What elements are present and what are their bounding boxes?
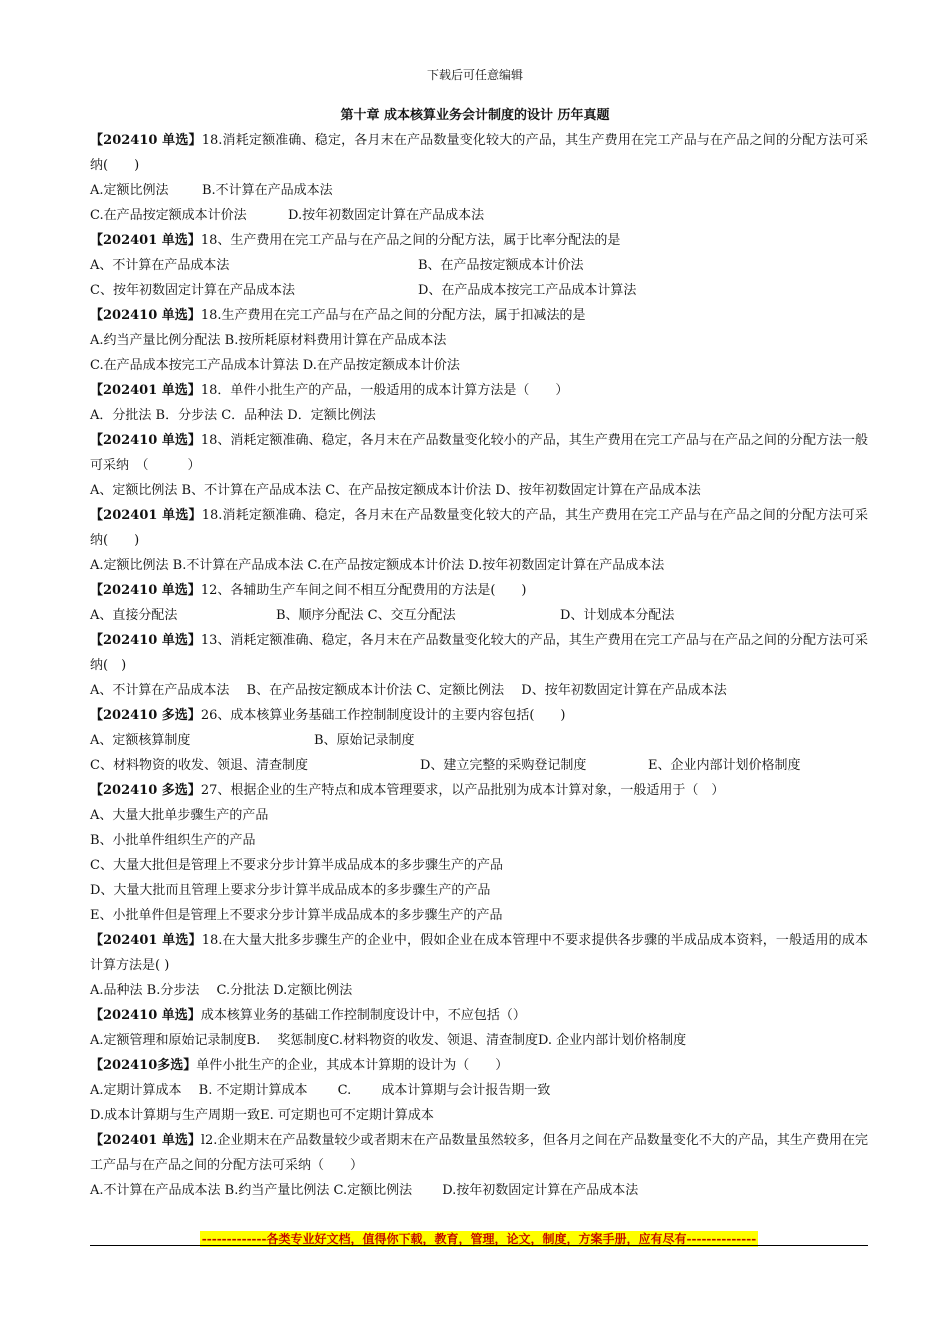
option-row: A、定额比例法 B、不计算在产品成本法 C、在产品按定额成本计价法 D、按年初数固定计算在产品成本法 [90, 483, 701, 498]
question-tag: 【202410 单选】 [90, 633, 201, 648]
option: D.按年初数固定计算在产品成本法 [288, 208, 485, 223]
question-tag: 【202401 单选】 [90, 508, 202, 523]
question-text: 18、生产费用在完工产品与在产品之间的分配方法，属于比率分配法的是 [200, 233, 621, 248]
option: E、企业内部计划价格制度 [648, 758, 801, 773]
question-text: 12、各辅助生产车间之间不相互分配费用的方法是( ) [200, 583, 527, 598]
question-text: 18.在大量大批多步骤生产的企业中，假如企业在成本管理中不要求提供各步骤的半成品成本资料，一般适用的成本计算方法是( ) [90, 933, 868, 973]
question-stem [90, 128, 868, 178]
option-row: A.约当产量比例分配法 B.按所耗原材料费用计算在产品成本法 [90, 333, 447, 348]
question-tag: 【202410 多选】 [90, 783, 201, 798]
option: A、定额核算制度 [90, 733, 191, 748]
question-stem [90, 1003, 868, 1028]
option-row [90, 253, 868, 278]
page-header: 下载后可任意编辑 [426, 68, 523, 82]
question-list [90, 128, 868, 1203]
question-text: 26、成本核算业务基础工作控制制度设计的主要内容包括( ) [200, 708, 566, 723]
option-row: D、大量大批而且管理上要求分步计算半成品成本的多步骤生产的产品 [90, 883, 491, 898]
option-row: A、大量大批单步骤生产的产品 [90, 808, 269, 823]
question-stem [90, 928, 868, 978]
question-text: 18.消耗定额准确、稳定，各月末在产品数量变化较大的产品，其生产费用在完工产品与在产品之间的分配方法可采纳( ) [90, 133, 868, 173]
question-stem [90, 1053, 868, 1078]
option: B、在产品按定额成本计价法 [418, 258, 584, 273]
option-row [90, 603, 868, 628]
question-stem [90, 228, 868, 253]
question-stem [90, 303, 868, 328]
question-tag: 【202410多选】 [90, 1058, 197, 1073]
option: A、直接分配法 [90, 608, 178, 623]
question-tag: 【202410 单选】 [90, 583, 201, 598]
question-tag: 【202401 单选】 [90, 1133, 201, 1148]
question-text: 18、消耗定额准确、稳定，各月末在产品数量变化较小的产品，其生产费用在完工产品与在产品之间的分配方法一般可采纳 （ ） [90, 433, 868, 473]
question-stem [90, 778, 868, 803]
option: C、按年初数固定计算在产品成本法 [90, 283, 295, 298]
option-row: D.成本计算期与生产周期一致E. 可定期也可不定期计算成本 [90, 1108, 434, 1123]
option-row: E、小批单件但是管理上不要求分步计算半成品成本的多步骤生产的产品 [90, 908, 503, 923]
option-row [90, 753, 868, 778]
option: C.在产品按定额成本计价法 [90, 208, 247, 223]
option-row: C.在产品成本按完工产品成本计算法 D.在产品按定额成本计价法 [90, 358, 460, 373]
question-stem [90, 503, 868, 553]
question-stem [90, 428, 868, 478]
question-tag: 【202410 单选】 [90, 433, 201, 448]
question-tag: 【202410 单选】 [90, 308, 201, 323]
question-stem [90, 378, 868, 403]
option: D、建立完整的采购登记制度 [420, 758, 587, 773]
question-text: 成本核算业务的基础工作控制制度设计中，不应包括（） [200, 1008, 526, 1023]
question-stem [90, 703, 868, 728]
option-row: C、大量大批但是管理上不要求分步计算半成品成本的多步骤生产的产品 [90, 858, 503, 873]
page-title: 第十章 成本核算业务会计制度的设计 历年真题 [340, 108, 610, 123]
question-text: l2.企业期末在产品数量较少或者期末在产品数量虽然较多，但各月之间在产品数量变化不大的产品，其生产费用在完工产品与在产品之间的分配方法可采纳（ ） [90, 1133, 868, 1173]
option: B、原始记录制度 [314, 733, 415, 748]
question-text: 13、消耗定额准确、稳定，各月末在产品数量变化较大的产品，其生产费用在完工产品与在产品之间的分配方法可采纳( ) [90, 633, 868, 673]
question-tag: 【202401 单选】 [90, 933, 202, 948]
question-tag: 【202401 单选】 [90, 383, 201, 398]
question-text: 27、根据企业的生产特点和成本管理要求，以产品批别为成本计算对象，一般适用于（ ） [200, 783, 725, 798]
option-row: A.品种法 B.分步法 C.分批法 D.定额比例法 [90, 983, 353, 998]
option-row [90, 203, 868, 228]
question-tag: 【202410 单选】 [90, 133, 202, 148]
option-row: A.定额管理和原始记录制度B. 奖惩制度C.材料物资的收发、领退、清查制度D. 企业内部计划价格制度 [90, 1033, 687, 1048]
footer-banner: -------------各类专业好文档，值得你下载，教育，管理，论文，制度，方案手册，应有尽有-------------- [201, 1232, 757, 1246]
question-stem [90, 578, 868, 603]
question-tag: 【202410 多选】 [90, 708, 201, 723]
question-text: 18.消耗定额准确、稳定，各月末在产品数量变化较大的产品，其生产费用在完工产品与在产品之间的分配方法可采纳( ) [90, 508, 868, 548]
option: C、材料物资的收发、领退、清查制度 [90, 758, 308, 773]
option: A、不计算在产品成本法 [90, 258, 230, 273]
option-row: A．分批法 B．分步法 C．品种法 D．定额比例法 [90, 408, 376, 423]
question-stem [90, 628, 868, 678]
question-text: 单件小批生产的企业，其成本计算期的设计为（ ） [196, 1058, 509, 1073]
option: B.不计算在产品成本法 [202, 183, 333, 198]
option-row: A.不计算在产品成本法 B.约当产量比例法 C.定额比例法 D.按年初数固定计算在产品成本法 [90, 1183, 639, 1198]
question-tag: 【202401 单选】 [90, 233, 201, 248]
option-row: B、小批单件组织生产的产品 [90, 833, 256, 848]
option-row: A.定期计算成本 B. 不定期计算成本 C. 成本计算期与会计报告期一致 [90, 1083, 551, 1098]
option-row: A、不计算在产品成本法 B、在产品按定额成本计价法 C、定额比例法 D、按年初数固定计算在产品成本法 [90, 683, 727, 698]
question-text: 18．单件小批生产的产品，一般适用的成本计算方法是（ ） [200, 383, 569, 398]
option-row [90, 278, 868, 303]
question-tag: 【202410 单选】 [90, 1008, 201, 1023]
option-row [90, 728, 868, 753]
option: B、顺序分配法 C、交互分配法 [276, 608, 456, 623]
option: D、在产品成本按完工产品成本计算法 [418, 283, 637, 298]
option: A.定额比例法 [90, 183, 169, 198]
option-row: A.定额比例法 B.不计算在产品成本法 C.在产品按定额成本计价法 D.按年初数固定计算在产品成本法 [90, 558, 665, 573]
question-stem [90, 1128, 868, 1178]
question-text: 18.生产费用在完工产品与在产品之间的分配方法，属于扣减法的是 [200, 308, 586, 323]
option-row [90, 178, 868, 203]
footer-divider [90, 1245, 868, 1246]
option: D、计划成本分配法 [560, 608, 675, 623]
